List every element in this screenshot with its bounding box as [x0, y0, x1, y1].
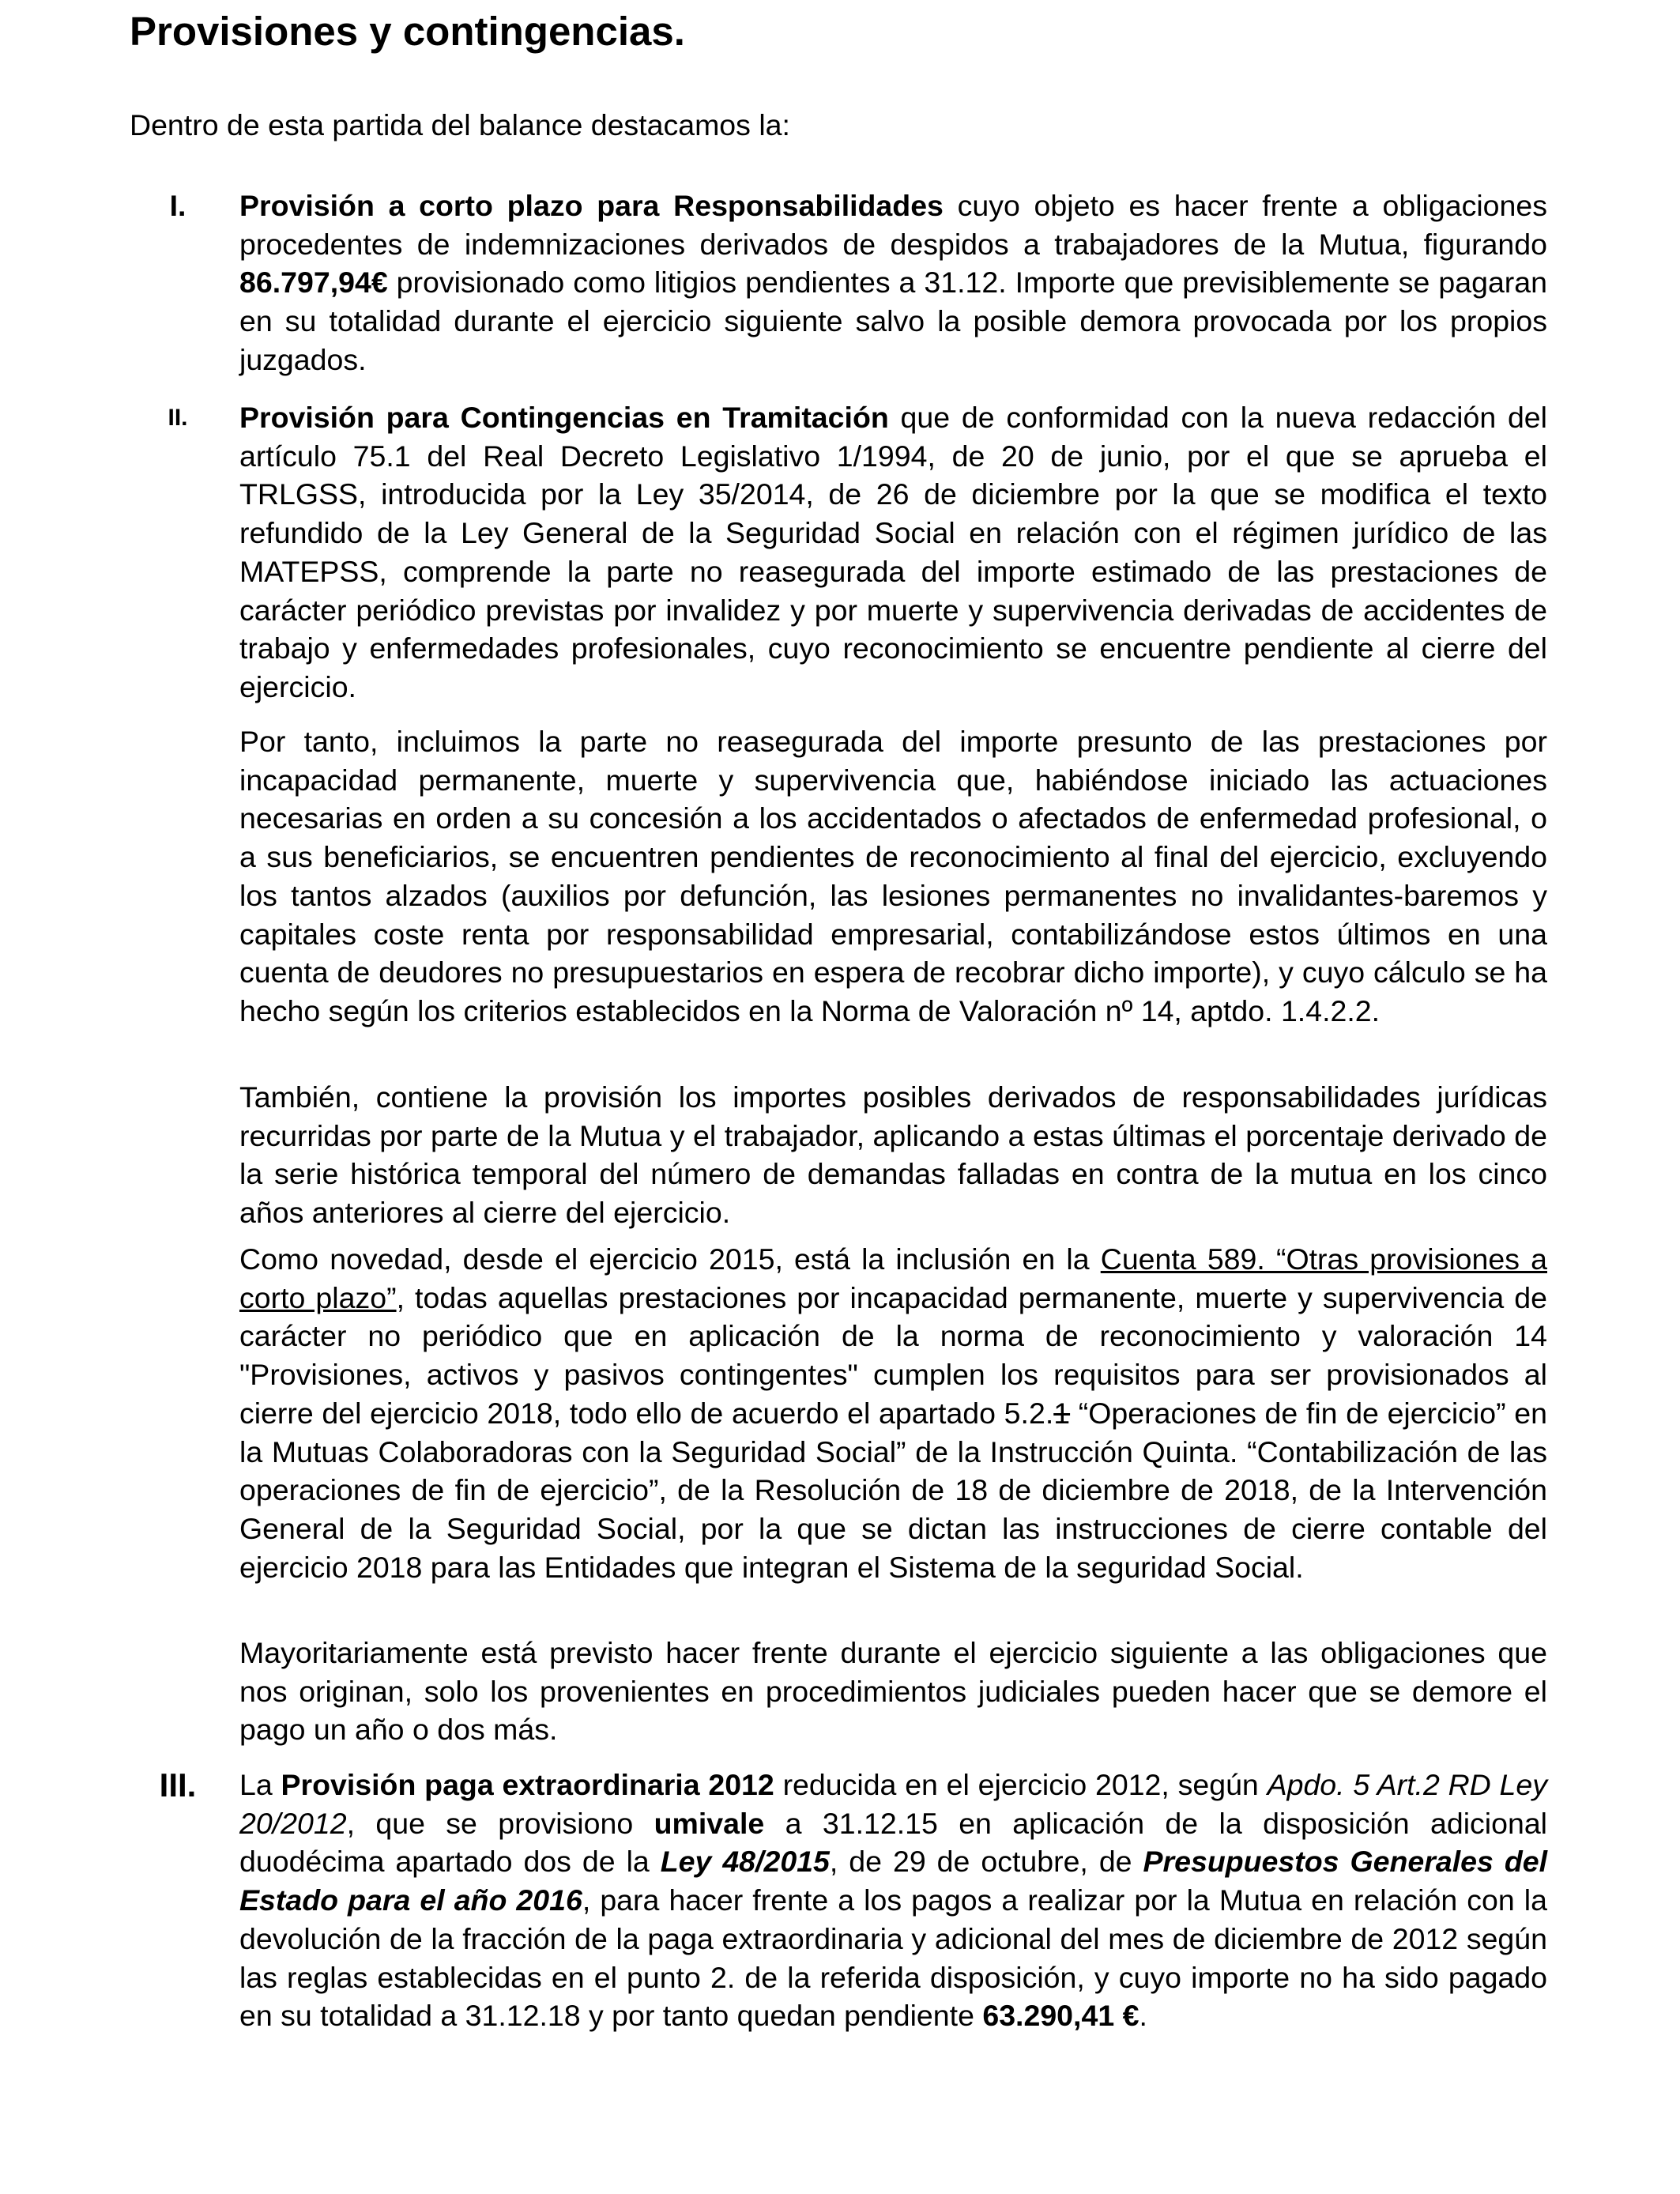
- section-iii-text-7: .: [1139, 1999, 1147, 2033]
- para-4-text-c: “Operaciones de fin de ejercicio” en la Mutuas Colaboradoras con la Seguridad Social” de la Instrucción Quinta. “Contabilización de las operaciones de fin de ejercicio”, de la Resolución de 18 de diciembre de 2018, de la Intervención General de la Seguridad Social, por la que se dictan las instrucciones de cierre contable del ejercicio 2018 para las Entidades que integran el Sistema de la seguridad Social.: [239, 1396, 1547, 1584]
- section-ii-paragraph-1: [239, 398, 1547, 707]
- section-i-marker: I.: [169, 189, 186, 222]
- section-ii-paragraph-5: Mayoritariamente está previsto hacer frente durante el ejercicio siguiente a las obligaciones que nos originan, solo los provenientes en procedimientos judiciales pueden hacer que se demore el pago un año o dos más.: [239, 1636, 1547, 1747]
- section-iii-marker: III.: [159, 1766, 197, 1804]
- section-ii-paragraph-2: Por tanto, incluimos la parte no reasegurada del importe presunto de las prestaciones por incapacidad permanente, muerte y supervivencia que, habiéndose iniciado las actuaciones necesarias en orden a su concesión a los accidentados o afectados de enfermedad profesional, o a sus beneficiarios, se encuentren pendientes de reconocimiento al final del ejercicio, excluyendo los tantos alzados (auxilios por defunción, las lesiones permanentes no invalidantes-baremos y capitales coste renta por responsabilidad empresarial, contabilizándose estos últimos en una cuenta de deudores no presupuestarios en espera de recobrar dicho importe), y cuyo cálculo se ha hecho según los criterios establecidos en la Norma de Valoración nº 14, aptdo. 1.4.2.2.: [239, 725, 1547, 1027]
- section-i-text-1: cuyo objeto es hacer frente a obligaciones procedentes de indemnizaciones derivados de despidos a trabajadores de la Mutua, figurando: [239, 189, 1547, 261]
- para-4-text-b: , todas aquellas prestaciones por incapacidad permanente, muerte y supervivencia de carácter no periódico que en aplicación de la norma de reconocimiento y valoración 14 "Provisiones, activos y pasivos contingentes" cumplen los requisitos para ser provisionados al cierre del ejercicio 2018, todo ello de acuerdo el apartado 5.2.: [239, 1280, 1547, 1430]
- section-iii-paragraph: [239, 1766, 1547, 2035]
- section-iii-text-4: a 31.12.15 en aplicación de la disposición adicional duodécima apartado dos de la: [239, 1806, 1548, 1879]
- section-ii-paragraph-4: [239, 1240, 1547, 1586]
- section-iii-text-1: La: [239, 1768, 281, 1801]
- section-ii-text-1: que de conformidad con la nueva redacción del artículo 75.1 del Real Decreto Legislativo 1/1994, de 20 de junio, por el que se aprueba el TRLGSS, introducida por la Ley 35/2014, de 26 de diciembre por la que se modifica el texto refundido de la Ley General de la Seguridad Social en relación con el régimen jurídico de las MATEPSS, comprende la parte no reasegurada del importe estimado de las prestaciones de carácter periódico previstas por invalidez y por muerte y supervivencia derivadas de accidentes de trabajo y enfermedades profesionales, cuyo reconocimiento se encuentre pendiente al cierre del ejercicio.: [239, 401, 1547, 703]
- section-iii-text-3: , que se provisiono: [346, 1806, 654, 1840]
- section-iii-text-5: , de 29 de octubre, de: [829, 1845, 1143, 1879]
- para-4-struck-digit: 1: [1053, 1396, 1071, 1430]
- section-iii-text-2: reducida en el ejercicio 2012, según: [774, 1768, 1268, 1801]
- section-iii-label: Provisión paga extraordinaria 2012: [281, 1768, 774, 1801]
- section-i-text-2: provisionado como litigios pendientes a 31.12. Importe que previsiblemente se pagaran en su totalidad durante el ejercicio siguiente salvo la posible demora provocada por los propios juzgados.: [239, 266, 1547, 376]
- section-i-amount: 86.797,94€: [239, 266, 388, 300]
- law-reference: Ley 48/2015: [660, 1845, 830, 1879]
- section-ii-marker: II.: [168, 405, 188, 431]
- section-ii-label: Provisión para Contingencias en Tramitación: [239, 401, 889, 434]
- section-ii-paragraph-3: También, contiene la provisión los importes posibles derivados de responsabilidades jurídicas recurridas por parte de la Mutua y el trabajador, aplicando a estas últimas el porcentaje derivado de la serie histórica temporal del número de demandas falladas en contra de la mutua en los cinco años anteriores al cierre del ejercicio.: [239, 1080, 1547, 1230]
- page-title: Provisiones y contingencias.: [130, 9, 685, 54]
- section-iii-text-6: , para hacer frente a los pagos a realizar por la Mutua en relación con la devolución de la fracción de la paga extraordinaria y adicional del mes de diciembre de 2012 según las reglas establecidas en el punto 2. de la referida disposición, y cuyo importe no ha sido pagado en su totalidad a 31.12.18 y por tanto quedan pendiente: [239, 1883, 1547, 2033]
- section-i-paragraph: [239, 187, 1547, 379]
- section-i-label: Provisión a corto plazo para Responsabilidades: [239, 189, 944, 222]
- budget-law-title: Presupuestos Generales del Estado para el año 2016: [239, 1845, 1548, 1917]
- section-iii-legal-reference: Apdo. 5 Art.2 RD Ley 20/2012: [239, 1768, 1547, 1840]
- umivale-brand: umivale: [654, 1806, 765, 1840]
- intro-text: Dentro de esta partida del balance destacamos la:: [130, 108, 790, 141]
- account-589-reference: Cuenta 589. “Otras provisiones a corto plazo”: [239, 1242, 1547, 1314]
- section-iii-amount: 63.290,41 €: [982, 1999, 1139, 2033]
- para-4-text-a: Como novedad, desde el ejercicio 2015, está la inclusión en la: [239, 1242, 1101, 1276]
